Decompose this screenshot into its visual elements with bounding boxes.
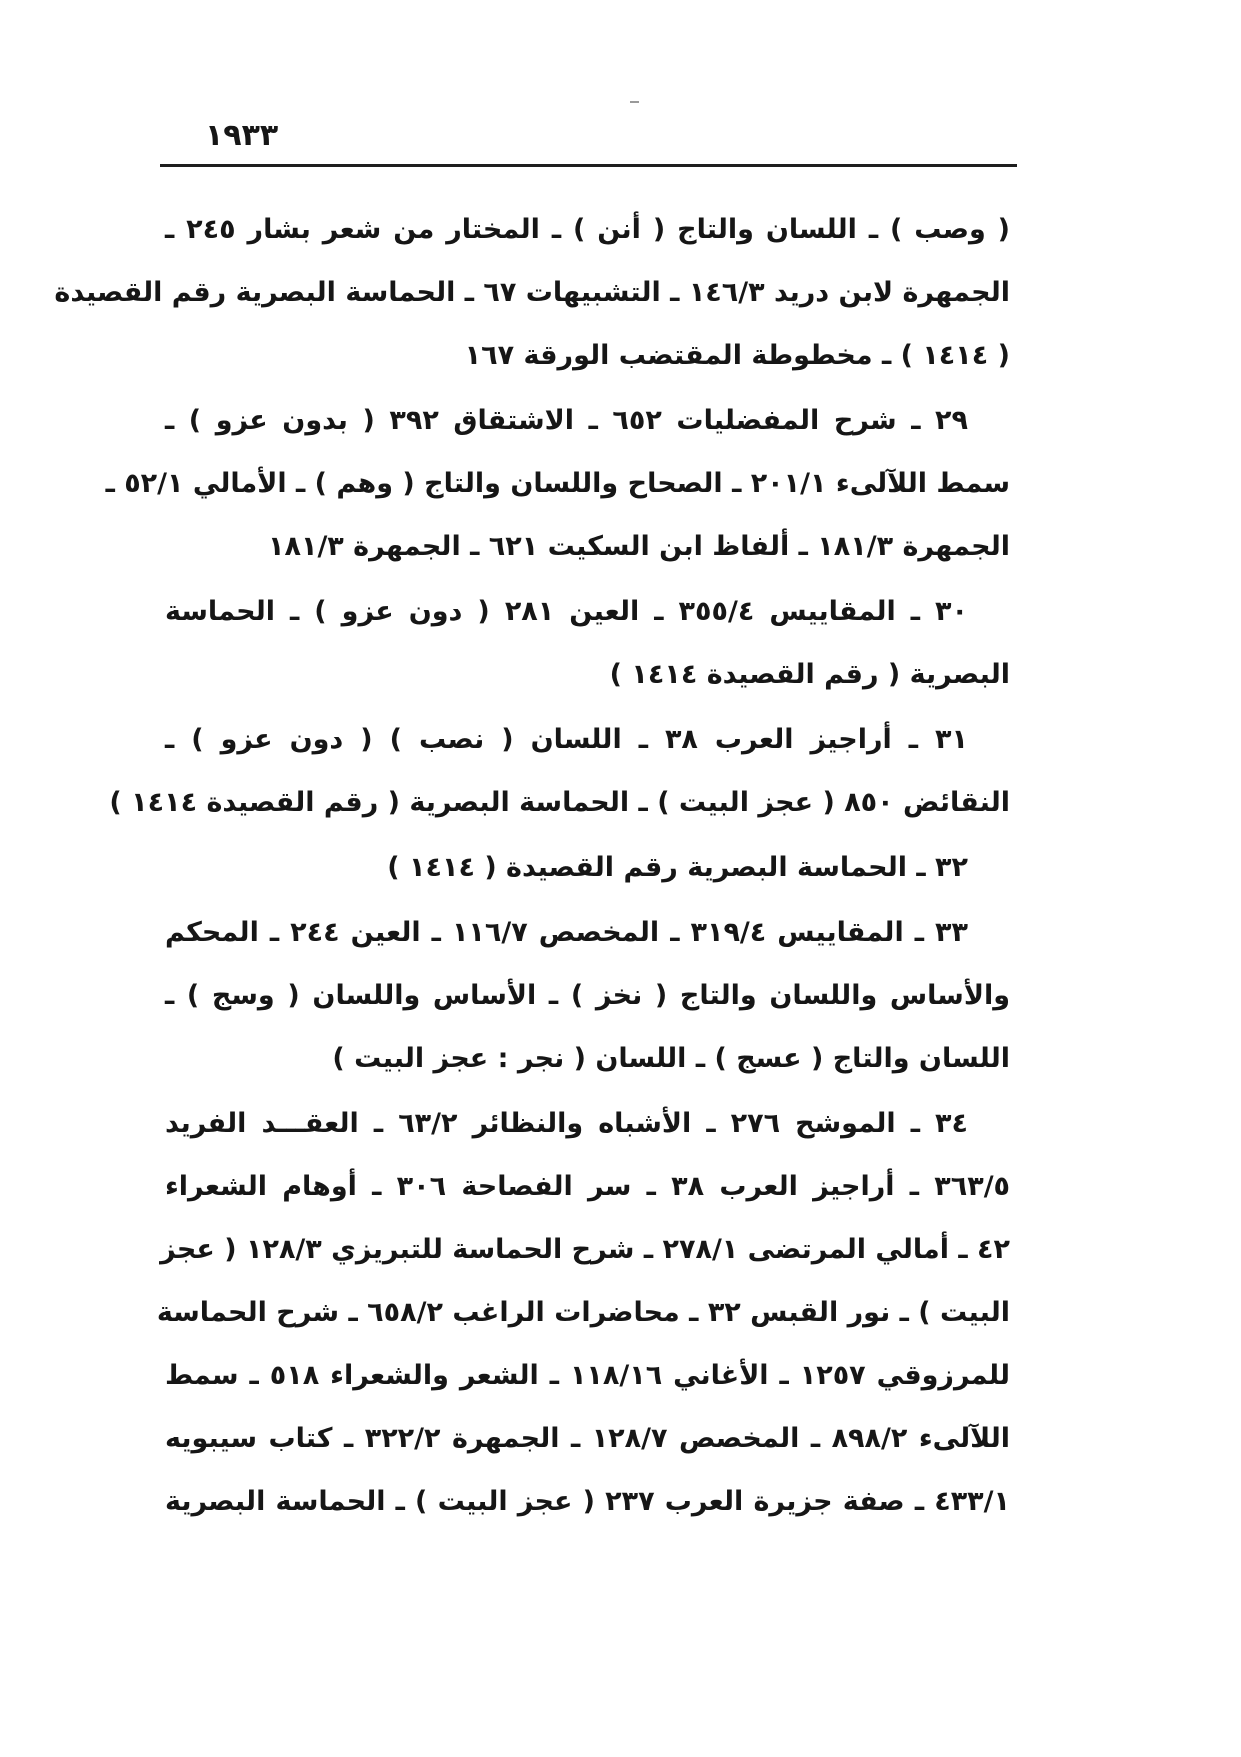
text-line: سمط اللآلىء ٢٠١/١ ـ الصحاح واللسان والتاج ( وهم ) ـ الأمالي ٥٢/١ ـ [105, 468, 1010, 499]
entry-continuation [54, 198, 1010, 387]
text-line: ٣٦٣/٥ ـ أراجيز العرب ٣٨ ـ سر الفصاحة ٣٠٦ ـ أوهام الشعراء [165, 1171, 1011, 1202]
text-line: ٢٩ ـ شرح المفضليات ٦٥٢ ـ الاشتقاق ٣٩٢ ( بدون عزو ) ـ [165, 405, 968, 436]
text-line: اللسان والتاج ( عسج ) ـ اللسان ( نجر : عجز البيت ) [332, 1043, 1010, 1074]
entry-32 [165, 836, 1010, 899]
text-line: البيت ) ـ نور القبس ٣٢ ـ محاضرات الراغب ٦٥٨/٢ ـ شرح الحماسة [156, 1297, 1010, 1328]
entry-31 [109, 708, 1010, 834]
text-line: اللآلىء ٨٩٨/٢ ـ المخصص ١٢٨/٧ ـ الجمهرة ٣٢٢/٢ ـ كتاب سيبويه [165, 1423, 1010, 1454]
text-line: ( وصب ) ـ اللسان والتاج ( أنن ) ـ المختار من شعر بشار ٢٤٥ ـ [165, 214, 1010, 245]
text-line: ٣٣ ـ المقاييس ٣١٩/٤ ـ المخصص ١١٦/٧ ـ العين ٢٤٤ ـ المحكم [165, 917, 968, 948]
entry-33 [165, 901, 1010, 1090]
text-line: للمرزوقي ١٢٥٧ ـ الأغاني ١١٨/١٦ ـ الشعر والشعراء ٥١٨ ـ سمط [165, 1360, 1011, 1391]
text-line: ٣٢ ـ الحماسة البصرية رقم القصيدة ( ١٤١٤ ) [387, 852, 968, 883]
text-line: البصرية ( رقم القصيدة ١٤١٤ ) [609, 659, 1010, 690]
entry-29 [105, 389, 1010, 578]
page-number: ١٩٣٣ [205, 118, 279, 153]
footnote-text-block [54, 198, 1011, 1533]
text-line: ( ١٤١٤ ) ـ مخطوطة المقتضب الورقة ١٦٧ [464, 340, 1010, 371]
header-rule [160, 164, 1017, 167]
text-line: والأساس واللسان والتاج ( نخز ) ـ الأساس واللسان ( وسج ) ـ [165, 980, 1010, 1011]
entry-34 [156, 1092, 1011, 1533]
entry-30 [165, 580, 1010, 706]
text-line: الجمهرة لابن دريد ١٤٦/٣ ـ التشبيهات ٦٧ ـ الحماسة البصرية رقم القصيدة [54, 277, 1010, 308]
text-line: ٣١ ـ أراجيز العرب ٣٨ ـ اللسان ( نصب ) ( دون عزو ) ـ [165, 724, 968, 755]
text-line: النقائض ٨٥٠ ( عجز البيت ) ـ الحماسة البصرية ( رقم القصيدة ١٤١٤ ) [109, 787, 1010, 818]
text-line: ٤٢ ـ أمالي المرتضى ٢٧٨/١ ـ شرح الحماسة للتبريزي ١٢٨/٣ ( عجز [160, 1234, 1010, 1265]
text-line: ٣٠ ـ المقاييس ٣٥٥/٤ ـ العين ٢٨١ ( دون عزو ) ـ الحماسة [165, 596, 969, 627]
text-line: الجمهرة ١٨١/٣ ـ ألفاظ ابن السكيت ٦٢١ ـ الجمهرة ١٨١/٣ [268, 531, 1010, 562]
text-line: ٣٤ ـ الموشح ٢٧٦ ـ الأشباه والنظائر ٦٣/٢ ـ العقـــد الفريد [165, 1108, 968, 1139]
scan-speck [630, 101, 639, 103]
text-line: ٤٣٣/١ ـ صفة جزيرة العرب ٢٣٧ ( عجز البيت ) ـ الحماسة البصرية [165, 1486, 1010, 1517]
